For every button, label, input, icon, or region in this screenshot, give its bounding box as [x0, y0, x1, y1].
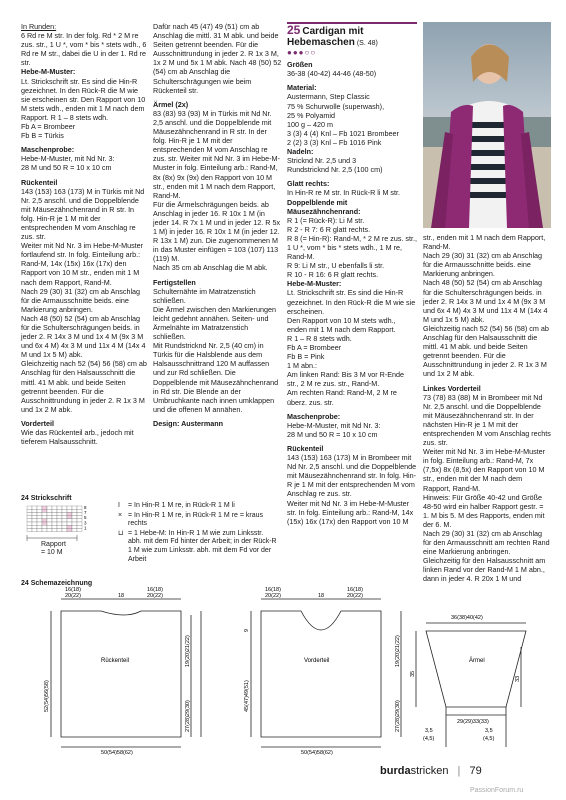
chart-cell	[57, 516, 62, 519]
chart-cell	[32, 528, 37, 531]
schematic-drawing	[21, 580, 551, 760]
front-height-armhole: 19(20)21(22)	[395, 635, 401, 667]
paragraph: 83 (83) 93 (93) M in Türkis mit Nd Nr. 2,5 anschl. und die Doppelblende mit Mäusezähnchenrand in R str. In der folg. Hin-R je 1 M mit der entsprechenden M vom Anschlag re zus. str. Weiter mit Nd Nr. 3 im Hebe-M-Muster in folg. Einteilung arb.: Rand-M, 8x (8x) 9x (9x) den Rapport von 10 M str., enden mit 1 M nach dem Rapport, Rand-M. Für die Ärmelschrägungen beids. ab Anschlag in jeder 16. R 10x 1 M (in jeder 14. R 7x 1 M und in jeder 12. R 5x 1 M) in jeder 16. R 10x 1 M (in jeder 12. R 13x 1 M) zun. Die zugenommenen M in das Muster einfügen = 103 (107) 113 (119) M. Nach 35 cm ab Anschlag die M abk.	[153, 108, 281, 273]
chart-cell	[27, 525, 32, 528]
chart-cell	[57, 509, 62, 512]
section-heading: Doppelblende mit Mäusezähnchenrand:	[287, 197, 361, 216]
chart-cell	[77, 516, 82, 519]
legend-item	[118, 530, 278, 564]
legend-text: = In Hin-R 1 M re, in Rück-R 1 M re = kraus rechts	[128, 511, 263, 528]
section-heading: Größen	[287, 60, 313, 70]
chart-cell	[67, 509, 72, 512]
chart-cell	[37, 509, 42, 512]
chart-cell	[27, 509, 32, 512]
page-number: 79	[469, 765, 482, 777]
text-column-4	[423, 233, 551, 584]
paragraph: Lt. Strickschrift str. Es sind die Hin-R gezeichnet. In den Rück-R die M wie sie erscheinen str. Den Rapport von 10 M stets wdh., enden mit 1 M nach dem Rapport. R 1 – 8 stets wdh.	[21, 76, 146, 122]
chart-cell	[77, 506, 82, 509]
chart-cell	[47, 509, 52, 512]
chart-cell	[62, 506, 67, 509]
chart-cell	[37, 522, 42, 525]
legend-symbol: I	[118, 502, 120, 509]
model-photo	[423, 22, 551, 228]
section-heading: Hebe-M-Muster:	[21, 67, 76, 77]
section-heading: Linkes Vorderteil	[423, 383, 481, 393]
legend-symbol: ×	[118, 511, 123, 519]
text-column-3	[287, 22, 417, 526]
front-label: Vorderteil	[304, 658, 330, 664]
legend-symbol: ⊔	[118, 529, 124, 537]
chart-row-number: 1	[84, 525, 87, 531]
paragraph: Wie das Rückenteil arb., jedoch mit tieferem Halsausschnitt.	[21, 428, 134, 447]
chart-cell	[52, 506, 57, 509]
paragraph: Stricknd Nr. 2,5 und 3 Rundstricknd Nr. 2,5 (100 cm)	[287, 156, 383, 175]
chart-cell	[67, 512, 72, 515]
front-top-left: 16(18) 20(22)	[265, 587, 281, 599]
chart-cell	[52, 525, 57, 528]
front-top-mid: 18	[318, 593, 325, 599]
chart-cell	[77, 522, 82, 525]
back-top-right: 16(18) 20(22)	[147, 587, 163, 599]
section-heading: Material:	[287, 83, 317, 93]
section-heading: Rückenteil	[21, 177, 58, 187]
chart-cell	[72, 512, 77, 515]
chart-cell	[67, 519, 72, 522]
chart-cell	[37, 512, 42, 515]
chart-cell	[57, 522, 62, 525]
sleeve-cuff-right-2: (4,5)	[483, 736, 495, 742]
paragraph: Schulternähte im Matratzenstich schließen. Die Ärmel zwischen den Markierungen leicht gedehnt annähen. Seiten- und Ärmelnähte im Matratzenstich schließen. Mit Rundstricknd Nr. 2,5 (40 cm) in Türkis für die Halsblende aus dem Halsausschnittrand 120 M auffassen und zur Rd schließen. Die Doppelblende mit Mäusezähnchenrand in Rd str. Die Blende an der Umbruchkante nach innen umklappen und die offenen M annähen.	[153, 286, 279, 414]
chart-cell	[42, 509, 47, 512]
paragraph: In Hin-R re M str. In Rück-R li M str.	[287, 188, 401, 198]
knitting-chart	[21, 495, 121, 575]
chart-cell	[52, 528, 57, 531]
chart-cell	[47, 522, 52, 525]
pattern-ref: (S. 48)	[356, 40, 378, 47]
paragraph: str., enden mit 1 M nach dem Rapport, Rand-M. Nach 29 (30) 31 (32) cm ab Anschlag für die Armausschnitte beids. eine Markierung anbringen. Nach 48 (50) 52 (54) cm ab Anschlag für die Schulterschrägungen beids. in jeder 2. R 14x 3 M und 1x 4 M (9x 3 M und 6x 4 M) 4x 3 M und 11x 4 M (14x 4 M und 1x 5 M) abk. Gleichzeitig nach 52 (54) 56 (58) cm ab Anschlag für den Halsausschnitt die mittl. 41 M abk. und beide Seiten getrennt beenden. Für die Ausschnittrundung in jeder 2. R 1x 3 M und 1x 2 M abk.	[423, 233, 549, 379]
paragraph: R 1 (= Rück-R): Li M str. R 2 - R 7: 6 R glatt rechts. R 8 (= Hin-R): Rand-M, * 2 M re zus. str., 1 U *, vom * bis * stets wdh., 1 M re, Rand-M. R 9: Li M str., U ebenfalls li str. R 10 - R 16: 6 R glatt rechts.	[287, 215, 418, 280]
paragraph: Fb A = Brombeer Fb B = Türkis	[21, 122, 76, 141]
chart-cell	[47, 506, 52, 509]
chart-cell	[72, 516, 77, 519]
chart-cell	[62, 516, 67, 519]
text-column-1	[21, 22, 149, 446]
chart-cell	[52, 519, 57, 522]
chart-cell	[77, 519, 82, 522]
sleeve-cuff-left-1: 3,5	[425, 728, 433, 734]
chart-row-number: 5	[84, 515, 87, 521]
chart-cell	[57, 519, 62, 522]
chart-cell	[62, 525, 67, 528]
legend-text: = In Hin-R 1 M re, in Rück-R 1 M li	[128, 502, 235, 509]
back-top-left: 16(18) 20(22)	[65, 587, 81, 599]
pattern-title: Cardigan mit Hebemaschen	[287, 26, 364, 48]
chart-cell	[37, 525, 42, 528]
chart-cell	[72, 506, 77, 509]
sleeve-cuff-width: 29(29)33(33)	[457, 719, 489, 725]
chart-cell	[32, 525, 37, 528]
chart-row-number: 8	[84, 505, 87, 510]
chart-row-number: 3	[84, 520, 87, 526]
chart-cell	[42, 512, 47, 515]
chart-cell	[72, 528, 77, 531]
chart-cell	[32, 519, 37, 522]
chart-cell	[42, 528, 47, 531]
back-width: 50(54)58(62)	[101, 750, 133, 756]
back-height-lower: 27(28)29(30)	[185, 700, 191, 732]
paragraph: 6 Rd re M str. In der folg. Rd * 2 M re zus. str., 1 U *, vom * bis * stets wdh., 6 Rd re M str., dabei die U in der 1. Rd re str.	[21, 31, 147, 68]
chart-cell	[52, 512, 57, 515]
paragraph: 36-38 (40-42) 44-46 (48-50)	[287, 69, 377, 79]
chart-cell	[72, 519, 77, 522]
chart-cell	[52, 516, 57, 519]
chart-cell	[42, 525, 47, 528]
chart-cell	[52, 522, 57, 525]
front-height-outer: 45(47)49(51)	[244, 680, 250, 712]
paragraph: 143 (153) 163 (173) M in Brombeer mit Nd Nr. 2,5 anschl. und die Doppelblende mit Mäusezähnchenrand str. In folg. Hin-R je 1 M mit der entsprechenden M vom Anschlag re zus. str. Weiter mit Nd Nr. 3 im Hebe-M-Muster str. In folg. Einteilung arb.: Rand-M, 14x (15x) 16x (17x) den Rapport von 10 M	[287, 453, 417, 526]
chart-cell	[27, 519, 32, 522]
chart-cell	[52, 509, 57, 512]
schema-title: 24 Schemazeichnung	[21, 580, 93, 587]
paragraph: Design: Austermann	[153, 418, 224, 428]
chart-cell	[62, 528, 67, 531]
chart-cell	[42, 516, 47, 519]
chart-cell	[27, 512, 32, 515]
front-height-lower: 27(28)29(30)	[395, 700, 401, 732]
paragraph: 73 (78) 83 (88) M in Brombeer mit Nd Nr. 2,5 anschl. und die Doppelblende mit Mäusezähnchenrand str. In der nächsten Hin-R je 1 M mit der entsprechenden M vom Anschlag rechts zus. str. Weiter mit Nd Nr. 3 im Hebe-M-Muster in folg. Einteilung arb.: Rand-M, 7x (7,5x) 8x (8,5x) den Rapport von 10 M str., enden mit der M nach dem Rapport, Rand-M. Hinweis: Für Größe 40-42 und Größe 48-50 wird ein halber Rapport gestr. = 1. M bis 5. M des Rapports, enden mit der 6. M. Nach 29 (30) 31 (32) cm ab Anschlag für den Armausschnitt am rechten Rand eine Markierung anbringen. Gleichzeitig für den Halsausschnitt am linken Rand vor der Rand-M 1 M abn., dann in jeder 4. R 20x 1 M und	[423, 392, 551, 584]
chart-cell	[32, 512, 37, 515]
chart-cell	[77, 512, 82, 515]
section-heading: Rückenteil	[287, 443, 324, 453]
watermark: PassionForum.ru	[470, 787, 524, 794]
section-heading: Glatt rechts:	[287, 179, 330, 189]
chart-cell	[67, 525, 72, 528]
back-height-armhole: 19(20)21(22)	[185, 635, 191, 667]
chart-cell	[72, 525, 77, 528]
chart-cell	[62, 519, 67, 522]
section-heading: Nadeln:	[287, 147, 314, 157]
chart-cell	[37, 516, 42, 519]
chart-cell	[57, 512, 62, 515]
pattern-header	[287, 22, 417, 57]
chart-cell	[62, 512, 67, 515]
legend-item	[118, 502, 278, 511]
paragraph: Austermann, Step Classic 75 % Schurwolle (superwash), 25 % Polyamid 100 g – 420 m 3 (3) 4 (4) Knl – Fb 1021 Brombeer 2 (2) 3 (3) Knl – Fb 1016 Pink	[287, 92, 399, 147]
chart-cell	[27, 522, 32, 525]
chart-cell	[57, 506, 62, 509]
chart-cell	[57, 525, 62, 528]
legend-item	[118, 512, 278, 529]
chart-cell	[47, 528, 52, 531]
back-top-mid: 18	[118, 593, 125, 599]
paragraph: Hebe-M-Muster, mit Nd Nr. 3: 28 M und 50 R = 10 x 10 cm	[287, 420, 381, 439]
chart-cell	[67, 522, 72, 525]
sleeve-label: Ärmel	[469, 658, 485, 664]
chart-cell	[67, 516, 72, 519]
paragraph: Hebe-M-Muster, mit Nd Nr. 3: 28 M und 50 R = 10 x 10 cm	[21, 154, 115, 173]
chart-cell	[37, 506, 42, 509]
paragraph: Dafür nach 45 (47) 49 (51) cm ab Anschlag die mittl. 31 M abk. und beide Seiten getrennt beenden. Für die Ausschnittrundung in jeder 2. R 1x 3 M, 1x 2 M und 5x 1 M abk. Nach 48 (50) 52 (54) cm ab Anschlag die Schulterschrägungen wie beim Rückenteil str.	[153, 22, 282, 95]
back-piece	[51, 599, 201, 747]
chart-cell	[77, 525, 82, 528]
chart-cell	[72, 522, 77, 525]
chart-cell	[27, 528, 32, 531]
chart-cell	[47, 519, 52, 522]
chart-title: 24 Strickschrift	[21, 495, 72, 502]
section-heading: Ärmel (2x)	[153, 99, 189, 109]
footer-brand: burda	[380, 765, 411, 777]
chart-cell	[27, 506, 32, 509]
chart-grid	[21, 502, 121, 572]
chart-cell	[37, 519, 42, 522]
front-piece	[251, 599, 401, 747]
front-top-right: 16(18) 20(22)	[347, 587, 363, 599]
section-heading: Fertigstellen	[153, 277, 196, 287]
text-column-2	[153, 22, 282, 428]
sleeve-cuff-left-2: (4,5)	[423, 736, 435, 742]
chart-cell	[77, 528, 82, 531]
paragraph: Lt. Strickschrift str. Es sind die Hin-R gezeichnet. In den Rück-R die M wie sie erscheinen. Den Rapport von 10 M stets wdh., enden mit 1 M nach dem Rapport. R 1 – R 8 stets wdh. Fb A = Brombeer Fb B = Pink 1 M abn.: Am linken Rand: Bis 3 M vor R-Ende str., 2 M re zus. str., Rand-M. Am rechten Rand: Rand-M, 2 M re überz. zus. str.	[287, 288, 416, 407]
chart-cell	[47, 512, 52, 515]
chart-legend	[118, 502, 278, 565]
difficulty-dots: ●●●○○	[287, 48, 317, 58]
sleeve-height-left: 35	[410, 670, 416, 677]
footer-brand-suffix: stricken	[410, 765, 449, 777]
chart-cell	[32, 509, 37, 512]
section-heading: Vorderteil	[21, 418, 55, 428]
sleeve-cuff-right-1: 3,5	[485, 728, 493, 734]
paragraph: 143 (153) 163 (173) M in Türkis mit Nd Nr. 2,5 anschl. und die Doppelblende mit Mäusezähnchenrand in R str. In folg. Hin-R je 1 M mit der entsprechenden M vom Anschlag re zus. str. Weiter mit Nd Nr. 3 im Hebe-M-Muster fortlaufend str. In folg. Einteilung arb.: Rand-M, 14x (15x) 16x (17x) den Rapport von 10 M str., enden mit 1 M nach dem Rapport, Rand-M. Nach 29 (30) 31 (32) cm ab Anschlag für die Armausschnitte beids. eine Markierung anbringen. Nach 48 (50) 52 (54) cm ab Anschlag für die Schulterschrägungen beids. in jeder 2. R 14x 3 M und 1x 4 M (9x 3 M und 6x 4 M) 4x 3 M und 11x 4 M (14x 4 M und 1x 5 M) abk. Gleichzeitig nach 52 (54) 56 (58) cm ab Anschlag für den Halsausschnitt die mittl. 41 M abk. und beide Seiten getrennt beenden. Für die Ausschnittrundung in jeder 2. R 1x 3 M und 1x 2 M abk.	[21, 186, 147, 414]
chart-cell	[32, 516, 37, 519]
chart-cell	[32, 522, 37, 525]
page-footer: burdastricken | 79	[380, 765, 482, 777]
chart-cell	[62, 522, 67, 525]
back-height-outer: 52(54)56(58)	[44, 680, 50, 712]
chart-cell	[67, 506, 72, 509]
front-width: 50(54)58(62)	[301, 750, 333, 756]
chart-cell	[37, 528, 42, 531]
front-neck-depth: 9	[244, 628, 250, 632]
pattern-number: 25	[287, 23, 301, 37]
chart-rapport: Rapport = 10 M	[41, 541, 66, 556]
paragraph: In Runden:	[21, 22, 57, 31]
sleeve-height-right: 33	[515, 675, 521, 682]
chart-cell	[72, 509, 77, 512]
chart-cell	[62, 509, 67, 512]
chart-cell	[42, 522, 47, 525]
chart-cell	[57, 528, 62, 531]
chart-cell	[42, 519, 47, 522]
section-heading: Maschenprobe:	[287, 411, 341, 421]
chart-cell	[77, 509, 82, 512]
back-label: Rückenteil	[101, 658, 130, 664]
section-heading: Hebe-M-Muster:	[287, 279, 342, 289]
chart-cell	[32, 506, 37, 509]
chart-cell	[47, 525, 52, 528]
chart-cell	[47, 516, 52, 519]
chart-cell	[42, 506, 47, 509]
chart-cell	[67, 528, 72, 531]
chart-cell	[27, 516, 32, 519]
chart-row-number: 7	[84, 510, 87, 516]
section-heading: Maschenprobe:	[21, 145, 75, 155]
sleeve-top-width: 36(38)40(42)	[451, 615, 483, 621]
legend-text: = 1 Hebe-M: In Hin-R 1 M wie zum Linksstr. abh. mit dem Fd hinter der Arbeit; in der Rück-R 1 M wie zum Linksstr. abh. mit dem Fd vor der Arbeit	[128, 529, 277, 563]
